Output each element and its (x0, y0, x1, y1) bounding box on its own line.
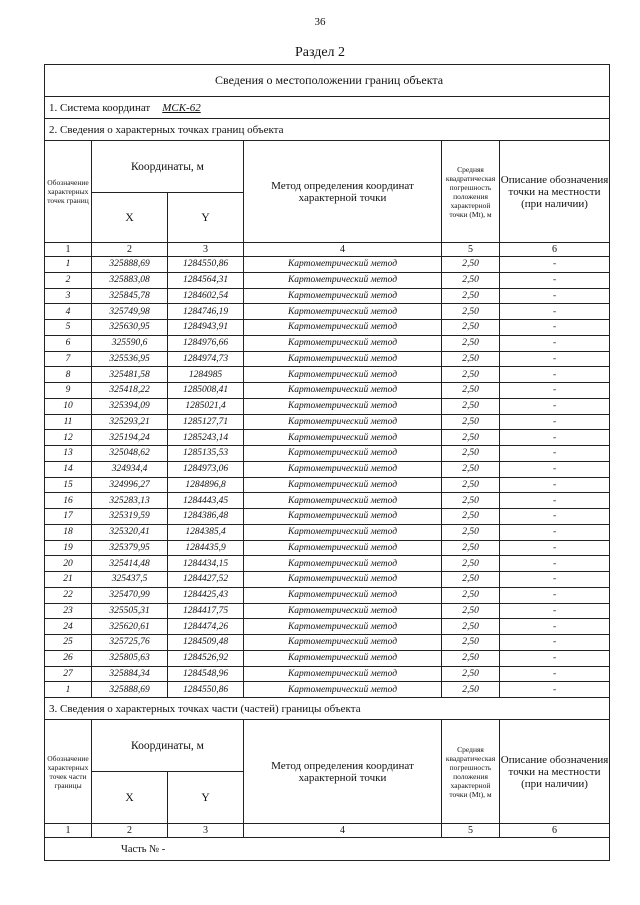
rms-error: 2,50 (442, 367, 500, 383)
rms-error: 2,50 (442, 414, 500, 430)
method: Картометрический метод (244, 524, 442, 540)
coord-x: 325883,08 (92, 272, 168, 288)
header-x: X (92, 193, 168, 243)
column-number: 1 (45, 243, 92, 257)
description: - (500, 650, 610, 666)
section2-title: 2. Сведения о характерных точках границ объекта (45, 119, 610, 141)
point-number: 24 (45, 619, 92, 635)
coord-y: 1284550,86 (168, 682, 244, 698)
coord-x: 325319,59 (92, 509, 168, 525)
table-row (45, 619, 610, 635)
point-number: 1 (45, 682, 92, 698)
description: - (500, 272, 610, 288)
coord-x: 325630,95 (92, 320, 168, 336)
point-number: 4 (45, 304, 92, 320)
table-row (45, 257, 610, 273)
coord-x: 325536,95 (92, 351, 168, 367)
coord-x: 325481,58 (92, 367, 168, 383)
table-row (45, 383, 610, 399)
coord-y: 1285127,71 (168, 414, 244, 430)
point-number: 14 (45, 461, 92, 477)
table-row (45, 556, 610, 572)
description: - (500, 587, 610, 603)
table-row (45, 461, 610, 477)
point-number: 12 (45, 430, 92, 446)
point-number: 13 (45, 446, 92, 462)
rms-error: 2,50 (442, 398, 500, 414)
rms-error: 2,50 (442, 461, 500, 477)
rms-error: 2,50 (442, 572, 500, 588)
rms-error: 2,50 (442, 257, 500, 273)
rms-error: 2,50 (442, 335, 500, 351)
description: - (500, 603, 610, 619)
coord-x: 325283,13 (92, 493, 168, 509)
description: - (500, 335, 610, 351)
header-rms-error: Средняя квадратическая погрешность положения характерной точки (Mt), м (442, 141, 500, 243)
coord-x: 325194,24 (92, 430, 168, 446)
header-method-part: Метод определения координат характерной точки (244, 720, 442, 824)
rms-error: 2,50 (442, 635, 500, 651)
method: Картометрический метод (244, 540, 442, 556)
point-number: 21 (45, 572, 92, 588)
table-row (45, 493, 610, 509)
boundary-table-frame (44, 64, 609, 861)
point-number: 16 (45, 493, 92, 509)
rms-error: 2,50 (442, 288, 500, 304)
rms-error: 2,50 (442, 682, 500, 698)
coord-y: 1285135,53 (168, 446, 244, 462)
table-row (45, 367, 610, 383)
description: - (500, 320, 610, 336)
coord-y: 1284943,91 (168, 320, 244, 336)
coord-y: 1284386,48 (168, 509, 244, 525)
header-description-part: Описание обозначения точки на местности (при наличии) (500, 720, 610, 824)
coord-x: 325414,48 (92, 556, 168, 572)
rms-error: 2,50 (442, 650, 500, 666)
table-row (45, 477, 610, 493)
header-x-part: X (92, 772, 168, 824)
point-number: 22 (45, 587, 92, 603)
point-number: 3 (45, 288, 92, 304)
column-number: 4 (244, 824, 442, 838)
method: Картометрический метод (244, 446, 442, 462)
header-y: Y (168, 193, 244, 243)
method: Картометрический метод (244, 398, 442, 414)
header-method: Метод определения координат характерной точки (244, 141, 442, 243)
description: - (500, 682, 610, 698)
description: - (500, 398, 610, 414)
rms-error: 2,50 (442, 524, 500, 540)
method: Картометрический метод (244, 619, 442, 635)
method: Картометрический метод (244, 635, 442, 651)
header-y-part: Y (168, 772, 244, 824)
point-number: 26 (45, 650, 92, 666)
coord-y: 1284417,75 (168, 603, 244, 619)
rms-error: 2,50 (442, 430, 500, 446)
coord-x: 325394,09 (92, 398, 168, 414)
column-number: 3 (168, 243, 244, 257)
coord-y: 1284746,19 (168, 304, 244, 320)
coord-x: 325845,78 (92, 288, 168, 304)
rms-error: 2,50 (442, 509, 500, 525)
description: - (500, 383, 610, 399)
rms-error: 2,50 (442, 540, 500, 556)
rms-error: 2,50 (442, 603, 500, 619)
method: Картометрический метод (244, 603, 442, 619)
method: Картометрический метод (244, 682, 442, 698)
column-numbers-row-part (45, 824, 610, 838)
point-number: 15 (45, 477, 92, 493)
description: - (500, 367, 610, 383)
header-coordinates: Координаты, м (92, 141, 244, 193)
method: Картометрический метод (244, 367, 442, 383)
table-row (45, 524, 610, 540)
method: Картометрический метод (244, 430, 442, 446)
header-rms-error-part: Средняя квадратическая погрешность положения характерной точки (Mt), м (442, 720, 500, 824)
description: - (500, 477, 610, 493)
coord-x: 325505,31 (92, 603, 168, 619)
table-row (45, 666, 610, 682)
coord-y: 1284425,43 (168, 587, 244, 603)
coord-system-row (45, 97, 610, 119)
table-row (45, 335, 610, 351)
table-title: Сведения о местоположении границ объекта (45, 65, 610, 97)
column-number: 4 (244, 243, 442, 257)
rms-error: 2,50 (442, 587, 500, 603)
rms-error: 2,50 (442, 272, 500, 288)
coord-x: 325888,69 (92, 257, 168, 273)
coord-x: 325620,61 (92, 619, 168, 635)
method: Картометрический метод (244, 477, 442, 493)
point-number: 2 (45, 272, 92, 288)
coord-y: 1284896,8 (168, 477, 244, 493)
table-row (45, 320, 610, 336)
coord-y: 1284973,06 (168, 461, 244, 477)
method: Картометрический метод (244, 414, 442, 430)
description: - (500, 304, 610, 320)
coord-y: 1284435,9 (168, 540, 244, 556)
coord-y: 1285243,14 (168, 430, 244, 446)
table-row (45, 603, 610, 619)
coord-y: 1284526,92 (168, 650, 244, 666)
method: Картометрический метод (244, 257, 442, 273)
table-row (45, 414, 610, 430)
coord-y: 1284550,86 (168, 257, 244, 273)
coord-y: 1284509,48 (168, 635, 244, 651)
table-row (45, 650, 610, 666)
method: Картометрический метод (244, 509, 442, 525)
method: Картометрический метод (244, 650, 442, 666)
header-coordinates-part: Координаты, м (92, 720, 244, 772)
description: - (500, 619, 610, 635)
coord-y: 1284434,15 (168, 556, 244, 572)
header-point-designation-part: Обозначение характерных точек части границы (45, 720, 92, 824)
table-row (45, 682, 610, 698)
method: Картометрический метод (244, 320, 442, 336)
page-number: 36 (314, 16, 326, 28)
table-row (45, 351, 610, 367)
description: - (500, 572, 610, 588)
method: Картометрический метод (244, 556, 442, 572)
coord-x: 325418,22 (92, 383, 168, 399)
rms-error: 2,50 (442, 383, 500, 399)
coord-x: 325320,41 (92, 524, 168, 540)
coord-x: 325884,34 (92, 666, 168, 682)
section3-title: 3. Сведения о характерных точках части (частей) границы объекта (45, 698, 610, 720)
method: Картометрический метод (244, 666, 442, 682)
coord-system-value: МСК-62 (162, 101, 201, 114)
coord-x: 325590,6 (92, 335, 168, 351)
coord-y: 1284548,96 (168, 666, 244, 682)
table-row (45, 304, 610, 320)
table-row (45, 509, 610, 525)
description: - (500, 461, 610, 477)
point-number: 17 (45, 509, 92, 525)
coord-y: 1284602,54 (168, 288, 244, 304)
coord-y: 1285008,41 (168, 383, 244, 399)
table-row (45, 398, 610, 414)
method: Картометрический метод (244, 272, 442, 288)
header-point-designation: Обозначение характерных точек границ (45, 141, 92, 243)
coord-x: 325805,63 (92, 650, 168, 666)
coord-y: 1284985 (168, 367, 244, 383)
coord-y: 1284427,52 (168, 572, 244, 588)
point-number: 18 (45, 524, 92, 540)
description: - (500, 524, 610, 540)
description: - (500, 288, 610, 304)
coord-y: 1284443,45 (168, 493, 244, 509)
method: Картометрический метод (244, 383, 442, 399)
description: - (500, 493, 610, 509)
description: - (500, 414, 610, 430)
coord-y: 1284385,4 (168, 524, 244, 540)
description: - (500, 635, 610, 651)
rms-error: 2,50 (442, 619, 500, 635)
point-number: 7 (45, 351, 92, 367)
rms-error: 2,50 (442, 446, 500, 462)
column-number: 5 (442, 243, 500, 257)
part-label: Часть № - (45, 838, 610, 861)
table-row (45, 430, 610, 446)
description: - (500, 446, 610, 462)
column-number: 6 (500, 243, 610, 257)
point-number: 9 (45, 383, 92, 399)
method: Картометрический метод (244, 335, 442, 351)
coord-x: 324996,27 (92, 477, 168, 493)
coord-x: 325470,99 (92, 587, 168, 603)
point-number: 27 (45, 666, 92, 682)
coord-x: 325379,95 (92, 540, 168, 556)
rms-error: 2,50 (442, 666, 500, 682)
method: Картометрический метод (244, 351, 442, 367)
column-number: 6 (500, 824, 610, 838)
point-number: 8 (45, 367, 92, 383)
column-numbers-row (45, 243, 610, 257)
section-title: Раздел 2 (294, 45, 346, 60)
point-number: 23 (45, 603, 92, 619)
table-row (45, 540, 610, 556)
column-number: 2 (92, 243, 168, 257)
header-description: Описание обозначения точки на местности (при наличии) (500, 141, 610, 243)
coord-y: 1285021,4 (168, 398, 244, 414)
description: - (500, 257, 610, 273)
rms-error: 2,50 (442, 351, 500, 367)
method: Картометрический метод (244, 461, 442, 477)
coord-x: 325293,21 (92, 414, 168, 430)
column-number: 1 (45, 824, 92, 838)
table-row (45, 572, 610, 588)
method: Картометрический метод (244, 587, 442, 603)
coord-x: 325048,62 (92, 446, 168, 462)
description: - (500, 351, 610, 367)
point-number: 11 (45, 414, 92, 430)
description: - (500, 509, 610, 525)
coord-x: 325437,5 (92, 572, 168, 588)
table-row (45, 446, 610, 462)
description: - (500, 540, 610, 556)
column-number: 3 (168, 824, 244, 838)
column-number: 5 (442, 824, 500, 838)
rms-error: 2,50 (442, 556, 500, 572)
point-number: 25 (45, 635, 92, 651)
table-row (45, 288, 610, 304)
coord-y: 1284474,26 (168, 619, 244, 635)
coord-y: 1284976,66 (168, 335, 244, 351)
coord-y: 1284564,31 (168, 272, 244, 288)
description: - (500, 556, 610, 572)
coord-x: 324934,4 (92, 461, 168, 477)
table-row (45, 635, 610, 651)
table-row (45, 587, 610, 603)
point-number: 1 (45, 257, 92, 273)
coord-y: 1284974,73 (168, 351, 244, 367)
boundary-table (44, 64, 610, 861)
point-number: 10 (45, 398, 92, 414)
rms-error: 2,50 (442, 320, 500, 336)
point-number: 5 (45, 320, 92, 336)
point-number: 20 (45, 556, 92, 572)
column-number: 2 (92, 824, 168, 838)
description: - (500, 666, 610, 682)
description: - (500, 430, 610, 446)
rms-error: 2,50 (442, 493, 500, 509)
method: Картометрический метод (244, 288, 442, 304)
coord-x: 325888,69 (92, 682, 168, 698)
coord-x: 325725,76 (92, 635, 168, 651)
rms-error: 2,50 (442, 304, 500, 320)
point-number: 6 (45, 335, 92, 351)
table-row (45, 272, 610, 288)
coord-system-label: 1. Система координат (49, 101, 151, 114)
coord-x: 325749,98 (92, 304, 168, 320)
point-number: 19 (45, 540, 92, 556)
method: Картометрический метод (244, 304, 442, 320)
method: Картометрический метод (244, 572, 442, 588)
method: Картометрический метод (244, 493, 442, 509)
rms-error: 2,50 (442, 477, 500, 493)
